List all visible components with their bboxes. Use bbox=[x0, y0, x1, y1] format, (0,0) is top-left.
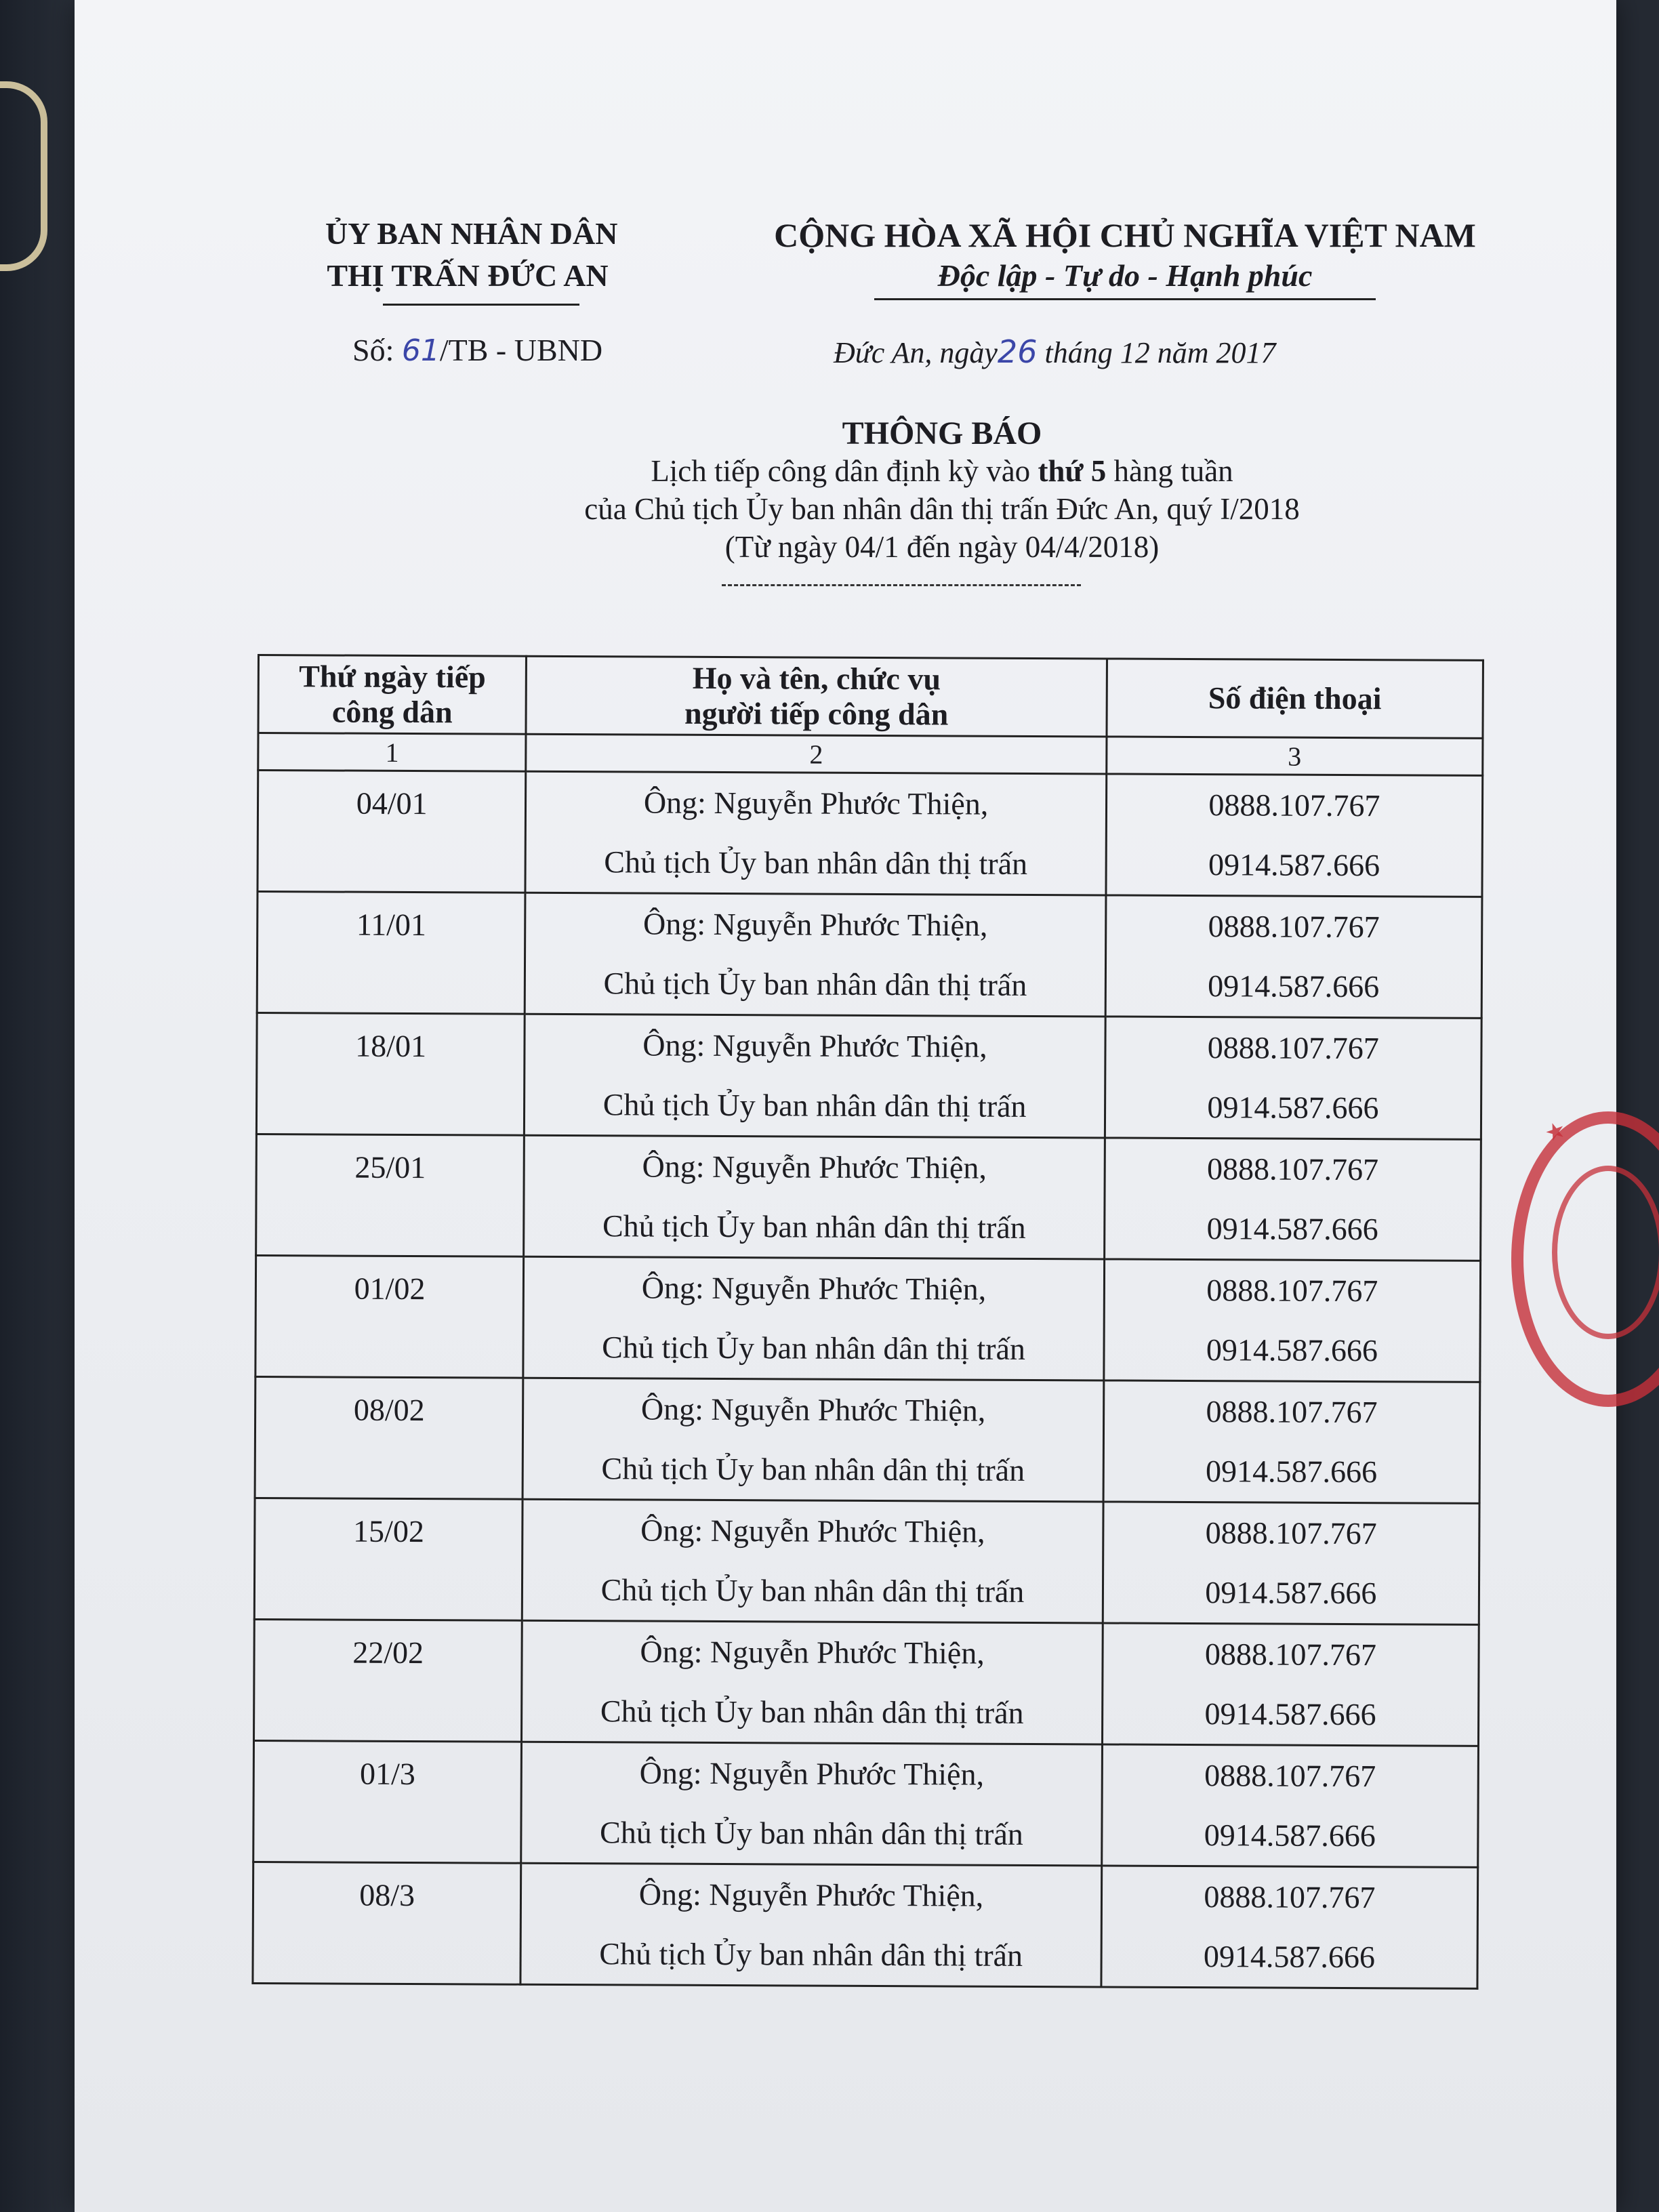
notice-title: THÔNG BÁO bbox=[842, 415, 1042, 451]
phone-cell bbox=[1106, 774, 1483, 897]
receiver-title: Chủ tịch Ủy ban nhân dân thị trấn bbox=[602, 1330, 1026, 1366]
phone-number-1: 0888.107.767 bbox=[1207, 1030, 1379, 1066]
document-number bbox=[352, 332, 602, 368]
schedule-table bbox=[251, 654, 1484, 1990]
reception-date: 08/02 bbox=[255, 1376, 523, 1499]
phone-number-2: 0914.587.666 bbox=[1206, 1454, 1378, 1490]
phone-number-2: 0914.587.666 bbox=[1206, 1211, 1378, 1247]
column-number: 2 bbox=[526, 734, 1107, 774]
phone-number-2: 0914.587.666 bbox=[1206, 1332, 1378, 1368]
receiver-cell bbox=[525, 893, 1106, 1017]
receiver-title: Chủ tịch Ủy ban nhân dân thị trấn bbox=[599, 1815, 1023, 1851]
agency-name-line2: THỊ TRẤN ĐỨC AN bbox=[327, 258, 609, 293]
reception-date: 15/02 bbox=[254, 1498, 523, 1620]
table-row bbox=[253, 1740, 1479, 1867]
table-header-row bbox=[258, 655, 1483, 739]
doc-number-handwritten: 61 bbox=[401, 333, 440, 368]
phone-number-1: 0888.107.767 bbox=[1208, 787, 1380, 823]
header-phone: Số điện thoại bbox=[1107, 659, 1483, 738]
phone-cell bbox=[1104, 1259, 1481, 1382]
receiver-cell bbox=[523, 1378, 1103, 1502]
table-row bbox=[254, 1498, 1479, 1624]
header-person-line1: Họ và tên, chức vụ bbox=[692, 660, 941, 697]
agency-name-line1: ỦY BAN NHÂN DÂN bbox=[325, 216, 618, 251]
notice-subtitle-1 bbox=[325, 453, 1559, 489]
red-seal-text: ★ bbox=[1541, 1115, 1570, 1149]
receiver-name: Ông: Nguyễn Phước Thiện, bbox=[640, 1391, 986, 1428]
table-row bbox=[256, 1134, 1481, 1261]
column-number-row bbox=[258, 733, 1483, 776]
receiver-cell bbox=[524, 1135, 1105, 1259]
notice-line1-b: thứ 5 bbox=[1038, 454, 1107, 488]
issue-date bbox=[834, 333, 1275, 370]
schedule-rows bbox=[253, 771, 1483, 1989]
phone-cell bbox=[1102, 1623, 1479, 1746]
notice-line1-c: hàng tuần bbox=[1106, 454, 1233, 488]
header-person bbox=[526, 656, 1107, 737]
agency-underline bbox=[383, 304, 579, 306]
receiver-name: Ông: Nguyễn Phước Thiện, bbox=[642, 1027, 987, 1064]
date-prefix: Đức An, ngày bbox=[834, 336, 998, 369]
phone-number-1: 0888.107.767 bbox=[1204, 1758, 1376, 1794]
receiver-title: Chủ tịch Ủy ban nhân dân thị trấn bbox=[599, 1936, 1023, 1973]
phone-number-2: 0914.587.666 bbox=[1203, 1939, 1376, 1975]
receiver-cell bbox=[523, 1256, 1104, 1380]
phone-number-2: 0914.587.666 bbox=[1204, 1818, 1376, 1853]
reception-date: 11/01 bbox=[257, 892, 525, 1015]
reception-date: 18/01 bbox=[256, 1013, 525, 1136]
phone-number-1: 0888.107.767 bbox=[1206, 1151, 1379, 1187]
binding-string bbox=[0, 81, 47, 271]
phone-cell bbox=[1103, 1380, 1480, 1503]
column-number: 3 bbox=[1107, 737, 1483, 775]
header-date bbox=[258, 655, 527, 735]
phone-number-1: 0888.107.767 bbox=[1206, 1394, 1378, 1430]
motto-underline bbox=[874, 298, 1376, 300]
phone-number-1: 0888.107.767 bbox=[1208, 909, 1380, 945]
phone-number-2: 0914.587.666 bbox=[1208, 847, 1380, 883]
notice-line1-a: Lịch tiếp công dân định kỳ vào bbox=[651, 454, 1038, 488]
receiver-title: Chủ tịch Ủy ban nhân dân thị trấn bbox=[601, 1451, 1025, 1488]
receiver-cell bbox=[523, 1499, 1103, 1623]
phone-cell bbox=[1104, 1138, 1481, 1261]
header-person-line2: người tiếp công dân bbox=[684, 695, 949, 732]
reception-date: 25/01 bbox=[256, 1134, 525, 1256]
receiver-name: Ông: Nguyễn Phước Thiện, bbox=[639, 1755, 985, 1792]
header-date-line2: công dân bbox=[331, 694, 453, 730]
phone-cell bbox=[1103, 1502, 1479, 1624]
table-row bbox=[254, 1619, 1479, 1746]
receiver-name: Ông: Nguyễn Phước Thiện, bbox=[641, 1270, 987, 1307]
table-row bbox=[258, 771, 1483, 897]
notice-block bbox=[325, 415, 1559, 565]
title-separator bbox=[722, 584, 1081, 586]
reception-date: 08/3 bbox=[253, 1862, 521, 1984]
notice-subtitle-2: của Chủ tịch Ủy ban nhân dân thị trấn Đức An, quý I/2018 bbox=[584, 492, 1300, 526]
receiver-name: Ông: Nguyễn Phước Thiện, bbox=[642, 1149, 987, 1185]
receiver-title: Chủ tịch Ủy ban nhân dân thị trấn bbox=[600, 1694, 1024, 1730]
phone-number-2: 0914.587.666 bbox=[1207, 1090, 1379, 1126]
phone-number-1: 0888.107.767 bbox=[1206, 1273, 1378, 1309]
receiver-cell bbox=[520, 1863, 1101, 1987]
receiver-cell bbox=[522, 1620, 1103, 1744]
receiver-name: Ông: Nguyễn Phước Thiện, bbox=[640, 1634, 985, 1671]
table-row bbox=[257, 892, 1482, 1019]
receiver-name: Ông: Nguyễn Phước Thiện, bbox=[643, 906, 988, 943]
phone-cell bbox=[1101, 1744, 1478, 1867]
phone-number-2: 0914.587.666 bbox=[1208, 968, 1380, 1004]
phone-cell bbox=[1105, 1017, 1481, 1139]
column-number: 1 bbox=[258, 733, 527, 772]
receiver-title: Chủ tịch Ủy ban nhân dân thị trấn bbox=[602, 1208, 1026, 1245]
phone-number-2: 0914.587.666 bbox=[1204, 1696, 1376, 1732]
red-seal-inner-ring bbox=[1552, 1166, 1659, 1339]
receiver-title: Chủ tịch Ủy ban nhân dân thị trấn bbox=[604, 844, 1028, 881]
receiver-name: Ông: Nguyễn Phước Thiện, bbox=[638, 1877, 984, 1913]
reception-date: 22/02 bbox=[254, 1619, 523, 1742]
date-suffix: tháng 12 năm 2017 bbox=[1037, 336, 1276, 369]
nation-name: CỘNG HÒA XÃ HỘI CHỦ NGHĨA VIỆT NAM bbox=[774, 216, 1476, 254]
phone-number-1: 0888.107.767 bbox=[1204, 1637, 1377, 1673]
table-row bbox=[256, 1013, 1481, 1140]
phone-cell bbox=[1101, 1866, 1478, 1988]
receiver-title: Chủ tịch Ủy ban nhân dân thị trấn bbox=[600, 1572, 1025, 1609]
receiver-name: Ông: Nguyễn Phước Thiện, bbox=[643, 785, 989, 821]
table-row bbox=[255, 1255, 1481, 1382]
reception-date: 04/01 bbox=[258, 771, 526, 893]
receiver-title: Chủ tịch Ủy ban nhân dân thị trấn bbox=[602, 1087, 1027, 1124]
receiver-cell bbox=[525, 1014, 1105, 1138]
phone-number-1: 0888.107.767 bbox=[1205, 1515, 1377, 1551]
reception-date: 01/3 bbox=[253, 1740, 522, 1863]
receiver-title: Chủ tịch Ủy ban nhân dân thị trấn bbox=[603, 966, 1027, 1002]
nation-motto: Độc lập - Tự do - Hạnh phúc bbox=[937, 258, 1313, 293]
date-day-handwritten: 26 bbox=[997, 333, 1038, 370]
doc-number-prefix: Số: bbox=[352, 333, 402, 367]
phone-cell bbox=[1105, 895, 1482, 1018]
receiver-cell bbox=[525, 771, 1106, 895]
phone-number-1: 0888.107.767 bbox=[1204, 1879, 1376, 1915]
notice-period: (Từ ngày 04/1 đến ngày 04/4/2018) bbox=[724, 530, 1160, 564]
doc-number-suffix: /TB - UBND bbox=[439, 333, 603, 367]
receiver-cell bbox=[521, 1742, 1102, 1866]
receiver-name: Ông: Nguyễn Phước Thiện, bbox=[640, 1513, 985, 1549]
table-row bbox=[253, 1862, 1478, 1988]
phone-number-2: 0914.587.666 bbox=[1205, 1575, 1377, 1611]
reception-date: 01/02 bbox=[255, 1255, 524, 1378]
header-date-line1: Thứ ngày tiếp bbox=[299, 659, 486, 695]
table-row bbox=[255, 1376, 1480, 1503]
